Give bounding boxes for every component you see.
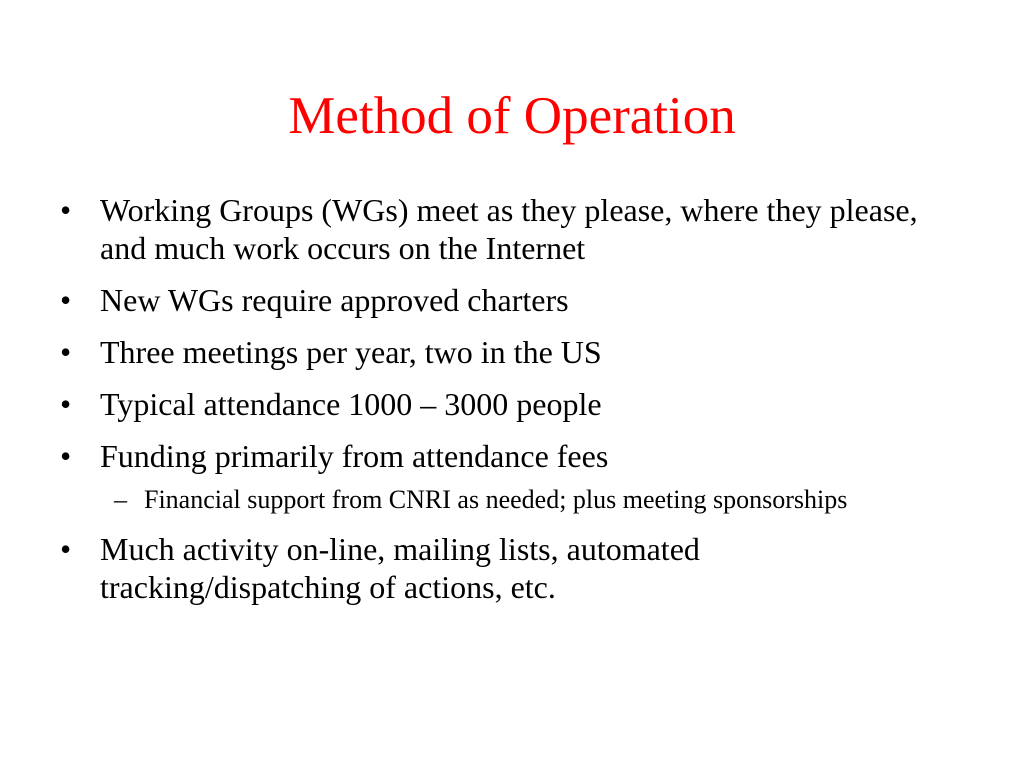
bullet-marker: •: [60, 334, 72, 370]
bullet-text: Much activity on-line, mailing lists, automated tracking/dispatching of actions, etc.: [100, 531, 700, 605]
sub-bullet-text: Financial support from CNRI as needed; plus meeting sponsorships: [144, 485, 848, 514]
bullet-text: Typical attendance 1000 – 3000 people: [100, 386, 602, 422]
bullet-item: [60, 191, 960, 267]
slide-title: Method of Operation: [288, 87, 736, 145]
sub-bullet-marker: –: [114, 485, 127, 514]
bullet-item: [60, 281, 960, 319]
bullet-marker: •: [60, 386, 72, 422]
bullet-text: Working Groups (WGs) meet as they please, where they please, and much work occurs on the Internet: [100, 192, 918, 266]
bullet-item: [60, 333, 960, 371]
sub-bullet-list: [100, 483, 960, 516]
bullet-marker: •: [60, 438, 72, 474]
bullet-marker: •: [60, 282, 72, 318]
bullet-text: Three meetings per year, two in the US: [100, 334, 602, 370]
bullet-list: [60, 191, 960, 620]
bullet-item: [60, 385, 960, 423]
bullet-text: Funding primarily from attendance fees: [100, 438, 609, 474]
bullet-marker: •: [60, 531, 72, 567]
bullet-item: [60, 530, 960, 606]
sub-bullet-item: [114, 483, 960, 516]
bullet-item: [60, 437, 960, 516]
bullet-text: New WGs require approved charters: [100, 282, 569, 318]
bullet-marker: •: [60, 192, 72, 228]
